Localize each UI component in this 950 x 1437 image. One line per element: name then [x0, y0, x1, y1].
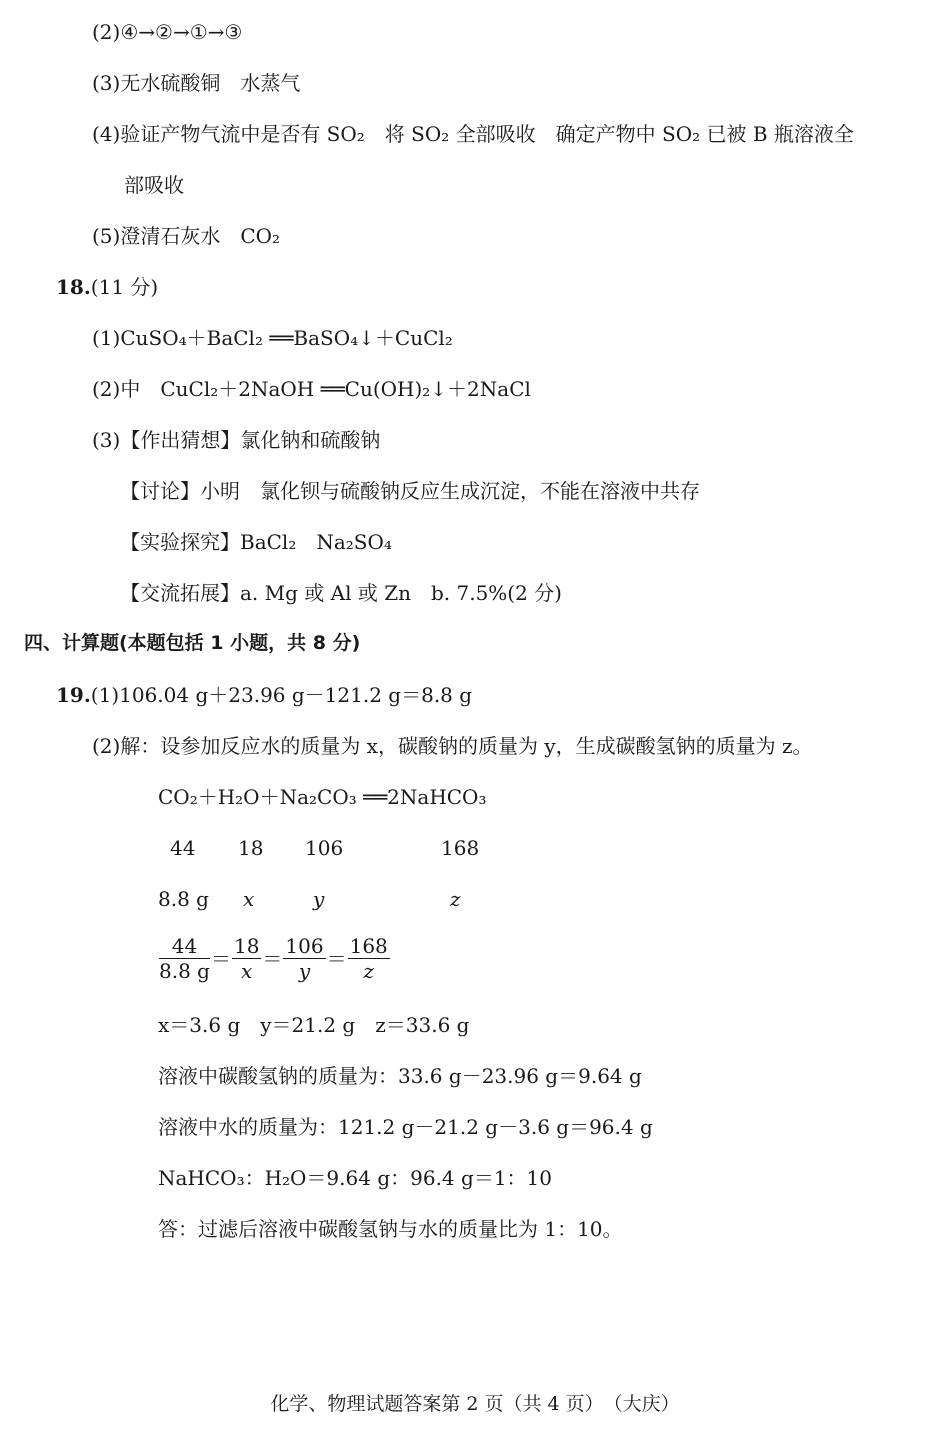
given-y: y [313, 887, 325, 911]
given-x: x [243, 887, 255, 911]
q18-score: (11 分) [90, 275, 159, 299]
final-answer: 答：过滤后溶液中碳酸氢钠与水的质量比为 1：10。 [158, 1217, 623, 1241]
ratio-co2-den: 8.8 g [159, 959, 210, 983]
q18-header [56, 277, 158, 297]
q19-part1-line [56, 685, 472, 705]
ratio-h2o-num: 18 [233, 934, 260, 958]
molar-mass-h2o: 18 [238, 836, 264, 860]
q18-discussion: 【讨论】小明 氯化钡与硫酸钠反应生成沉淀，不能在溶液中共存 [120, 479, 700, 503]
q17-part2: (2)④→②→①→③ [92, 20, 243, 44]
proportion-equation [158, 936, 391, 981]
page-footer: 化学、物理试题答案第 2 页（共 4 页） （大庆） [270, 1393, 680, 1415]
q18-part3: (3)【作出猜想】氯化钠和硫酸钠 [92, 428, 381, 452]
nahco3-mass-line: 溶液中碳酸氢钠的质量为：33.6 g－23.96 g＝9.64 g [158, 1064, 642, 1088]
solutions-line: x＝3.6 g y＝21.2 g z＝33.6 g [158, 1013, 470, 1037]
molar-mass-nahco3: 168 [441, 836, 480, 860]
q17-part4-continued: 部吸收 [124, 173, 184, 197]
molar-mass-na2co3: 106 [305, 836, 344, 860]
molar-mass-co2: 44 [170, 836, 196, 860]
q19-number: 19. [56, 683, 91, 707]
q17-part4: (4)验证产物气流中是否有 SO₂ 将 SO₂ 全部吸收 确定产物中 SO₂ 已被 B 瓶溶液全 [92, 122, 854, 146]
equals-sign: ＝ [326, 946, 347, 971]
q18-extension: 【交流拓展】a. Mg 或 Al 或 Zn b. 7.5%(2 分) [120, 581, 562, 605]
q18-part2: (2)中 CuCl₂＋2NaOH ══Cu(OH)₂↓＋2NaCl [92, 377, 531, 401]
q17-part3: (3)无水硫酸铜 水蒸气 [92, 71, 301, 95]
q17-part5: (5)澄清石灰水 CO₂ [92, 224, 281, 248]
ratio-nahco3 [348, 936, 390, 981]
q18-number: 18. [56, 275, 91, 299]
chemical-equation: CO₂＋H₂O＋Na₂CO₃ ══2NaHCO₃ [158, 785, 487, 809]
ratio-na2co3-num: 106 [285, 934, 324, 958]
ratio-co2-num: 44 [159, 936, 210, 959]
equals-sign: ＝ [210, 946, 231, 971]
ratio-h2o-den: x [241, 959, 253, 983]
equals-sign: ＝ [262, 946, 283, 971]
q19-part1: (1)106.04 g＋23.96 g－121.2 g＝8.8 g [90, 683, 473, 707]
ratio-na2co3-den: y [298, 959, 311, 983]
given-z: z [450, 887, 461, 911]
q18-part1: (1)CuSO₄＋BaCl₂ ══BaSO₄↓＋CuCl₂ [92, 326, 453, 350]
ratio-h2o [232, 936, 261, 981]
q19-part2: (2)解：设参加反应水的质量为 x，碳酸钠的质量为 y，生成碳酸氢钠的质量为 z。 [92, 734, 813, 758]
section4-heading: 四、计算题(本题包括 1 小题，共 8 分) [24, 632, 361, 654]
ratio-co2 [159, 936, 210, 981]
given-co2: 8.8 g [158, 887, 209, 911]
ratio-nahco3-den: z [363, 959, 374, 983]
ratio-nahco3-num: 168 [349, 934, 388, 958]
q18-experiment: 【实验探究】BaCl₂ Na₂SO₄ [120, 530, 392, 554]
water-mass-line: 溶液中水的质量为：121.2 g－21.2 g－3.6 g＝96.4 g [158, 1115, 653, 1139]
ratio-na2co3 [283, 936, 325, 981]
mass-ratio-line: NaHCO₃：H₂O＝9.64 g：96.4 g＝1：10 [158, 1166, 552, 1190]
